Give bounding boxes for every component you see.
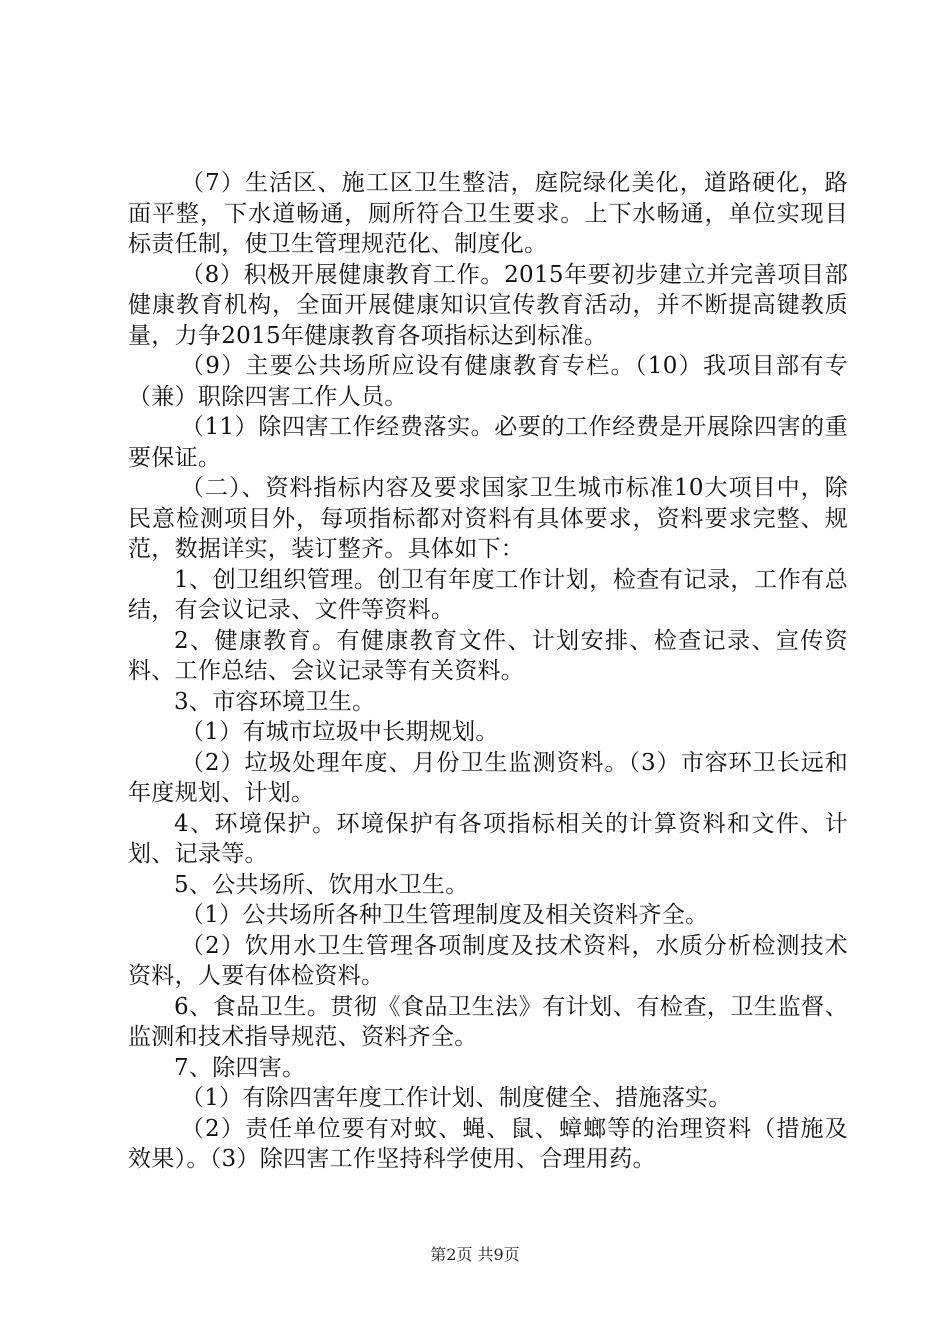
paragraph-item-5-1: （1）公共场所各种卫生管理制度及相关资料齐全。	[180, 902, 709, 928]
paragraph-item-3: 3、市容环境卫生。	[174, 688, 376, 715]
paragraph-section-2: （二）、资料指标内容及要求国家卫生城市标准10大项目中，除民意检测项目外，每项指标都对资料有具体要求，资料要求完整、规范，数据详实，装订整齐。具体如下：	[128, 475, 848, 562]
paragraph-item-5: 5、公共场所、饮用水卫生。	[174, 871, 469, 898]
paragraph-item-1: 1、创卫组织管理。创卫有年度工作计划，检查有记录，工作有总结，有会议记录、文件等资料。	[128, 566, 848, 623]
paragraph-item-7-2: （2）责任单位要有对蚊、蝇、鼠、蟑螂等的治理资料（措施及效果）。（3）除四害工作坚持科学使用、合理用药。	[128, 1115, 848, 1172]
paragraph-item-7-1: （1）有除四害年度工作计划、制度健全、措施落实。	[180, 1085, 732, 1111]
page-number-footer: 第2页 共9页	[430, 1245, 520, 1264]
paragraph-7: （7）生活区、施工区卫生整洁，庭院绿化美化，道路硬化，路面平整，下水道畅通，厕所符合卫生要求。上下水畅通，单位实现目标责任制，使卫生管理规范化、制度化。	[128, 170, 848, 257]
paragraph-item-7: 7、除四害。	[174, 1054, 306, 1081]
paragraph-item-3-2: （2）垃圾处理年度、月份卫生监测资料。（3）市容环卫长远和年度规划、计划。	[128, 749, 848, 806]
paragraph-item-5-2: （2）饮用水卫生管理各项制度及技术资料，水质分析检测技术资料，人要有体检资料。	[128, 932, 848, 989]
paragraph-8: （8）积极开展健康教育工作。2015年要初步建立并完善项目部健康教育机构，全面开展健康知识宣传教育活动，并不断提高键教质量，力争2015年健康教育各项指标达到标准。	[128, 261, 848, 349]
paragraph-item-4: 4、环境保护。环境保护有各项指标相关的计算资料和文件、计划、记录等。	[128, 810, 848, 867]
paragraph-item-6: 6、食品卫生。贯彻《食品卫生法》有计划、有检查，卫生监督、监测和技术指导规范、资料齐全。	[128, 993, 848, 1050]
paragraph-9-10: （9）主要公共场所应设有健康教育专栏。（10）我项目部有专（兼）职除四害工作人员。	[128, 353, 848, 410]
paragraph-item-2: 2、健康教育。有健康教育文件、计划安排、检查记录、宣传资料、工作总结、会议记录等有关资料。	[128, 627, 848, 684]
paragraph-item-3-1: （1）有城市垃圾中长期规划。	[180, 719, 499, 745]
paragraph-11: （11）除四害工作经费落实。必要的工作经费是开展除四害的重要保证。	[128, 414, 848, 471]
document-body	[128, 168, 848, 1175]
